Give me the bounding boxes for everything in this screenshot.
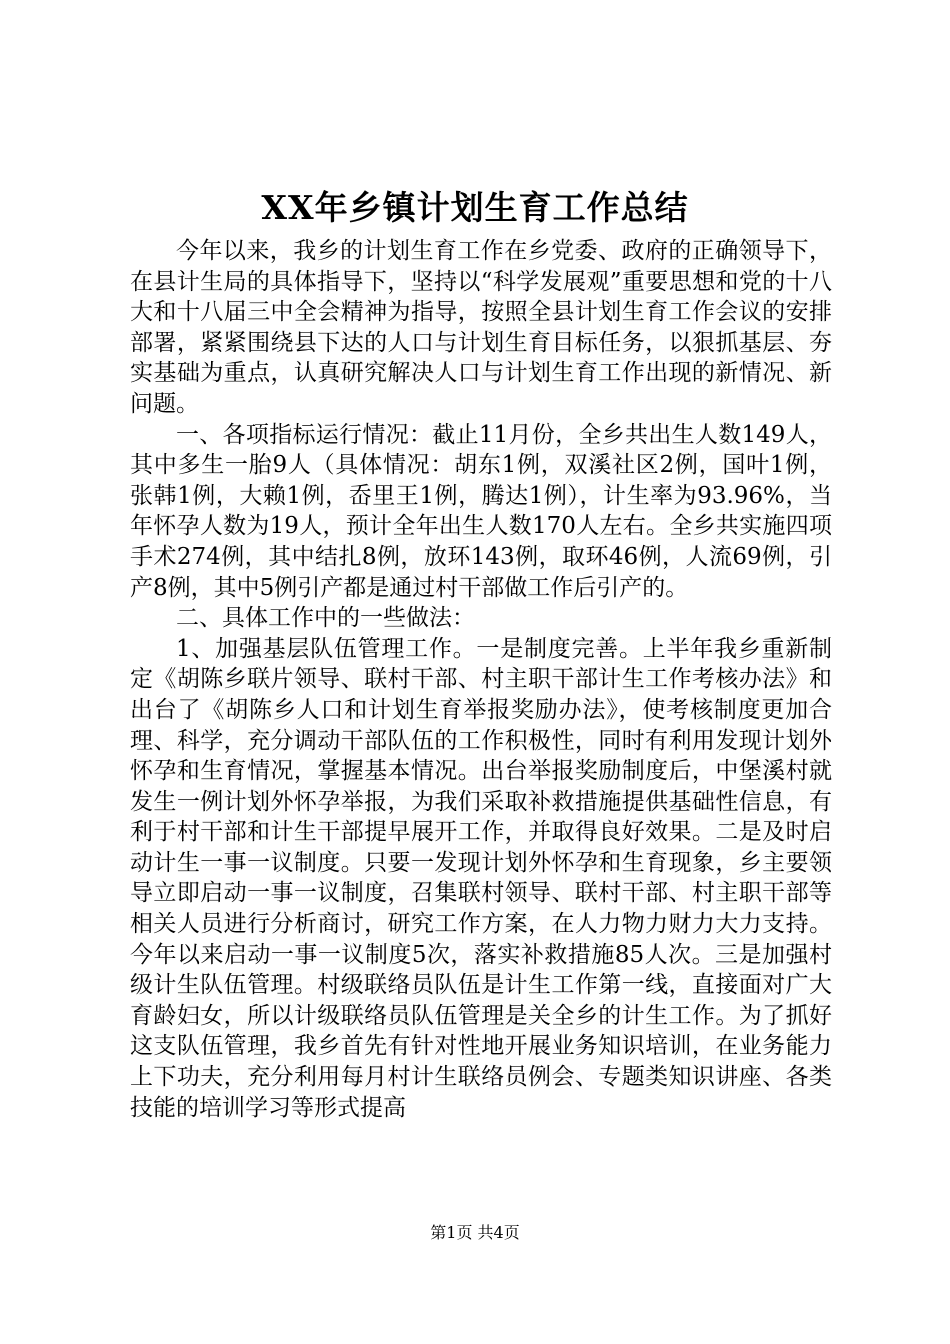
paragraph-team-management: 1、加强基层队伍管理工作。一是制度完善。上半年我乡重新制定《胡陈乡联片领导、联村干部、村主职干部计生工作考核办法》和出台了《胡陈乡人口和计划生育举报奖励办法》，使考核制度更加合理、科学，充分调动干部队伍的工作积极性，同时有利用发现计划外怀孕和生育情况，掌握基本情况。出台举报奖励制度后，中堡溪村就发生一例计划外怀孕举报，为我们采取补救措施提供基础性信息，有利于村干部和计生干部提早展开工作，并取得良好效果。二是及时启动计生一事一议制度。只要一发现计划外怀孕和生育现象，乡主要领导立即启动一事一议制度，召集联村领导、联村干部、村主职干部等相关人员进行分析商讨，研究工作方案，在人力物力财力大力支持。今年以来启动一事一议制度5次，落实补救措施85人次。三是加强村级计生队伍管理。村级联络员队伍是计生工作第一线，直接面对广大育龄妇女，所以计级联络员队伍管理是关全乡的计生工作。为了抓好这支队伍管理，我乡首先有针对性地开展业务知识培训，在业务能力上下功夫，充分利用每月村计生联络员例会、专题类知识讲座、各类技能的培训学习等形式提高 (130, 635, 832, 1121)
document-body (130, 236, 832, 1123)
paragraph-section-heading: 二、具体工作中的一些做法： (176, 605, 475, 632)
document-title: XX年乡镇计划生育工作总结 (261, 188, 689, 227)
paragraph-intro: 今年以来，我乡的计划生育工作在乡党委、政府的正确领导下，在县计生局的具体指导下，坚持以“科学发展观”重要思想和党的十八大和十八届三中全会精神为指导，按照全县计划生育工作会议的安排部署，紧紧围绕县下达的人口与计划生育目标任务，以狠抓基层、夯实基础为重点，认真研究解决人口与计划生育工作出现的新情况、新问题。 (130, 238, 832, 417)
page-footer: 第1页 共4页 (430, 1223, 520, 1242)
paragraph-indicators: 一、各项指标运行情况：截止11月份，全乡共出生人数149人，其中多生一胎9人（具体情况：胡东1例，双溪社区2例，国叶1例，张韩1例，大赖1例，岙里王1例，腾达1例），计生率为93.96%，当年怀孕人数为19人，预计全年出生人数170人左右。全乡共实施四项手术274例，其中结扎8例，放环143例，取环46例，人流69例，引产8例，其中5例引产都是通过村干部做工作后引产的。 (130, 421, 832, 601)
